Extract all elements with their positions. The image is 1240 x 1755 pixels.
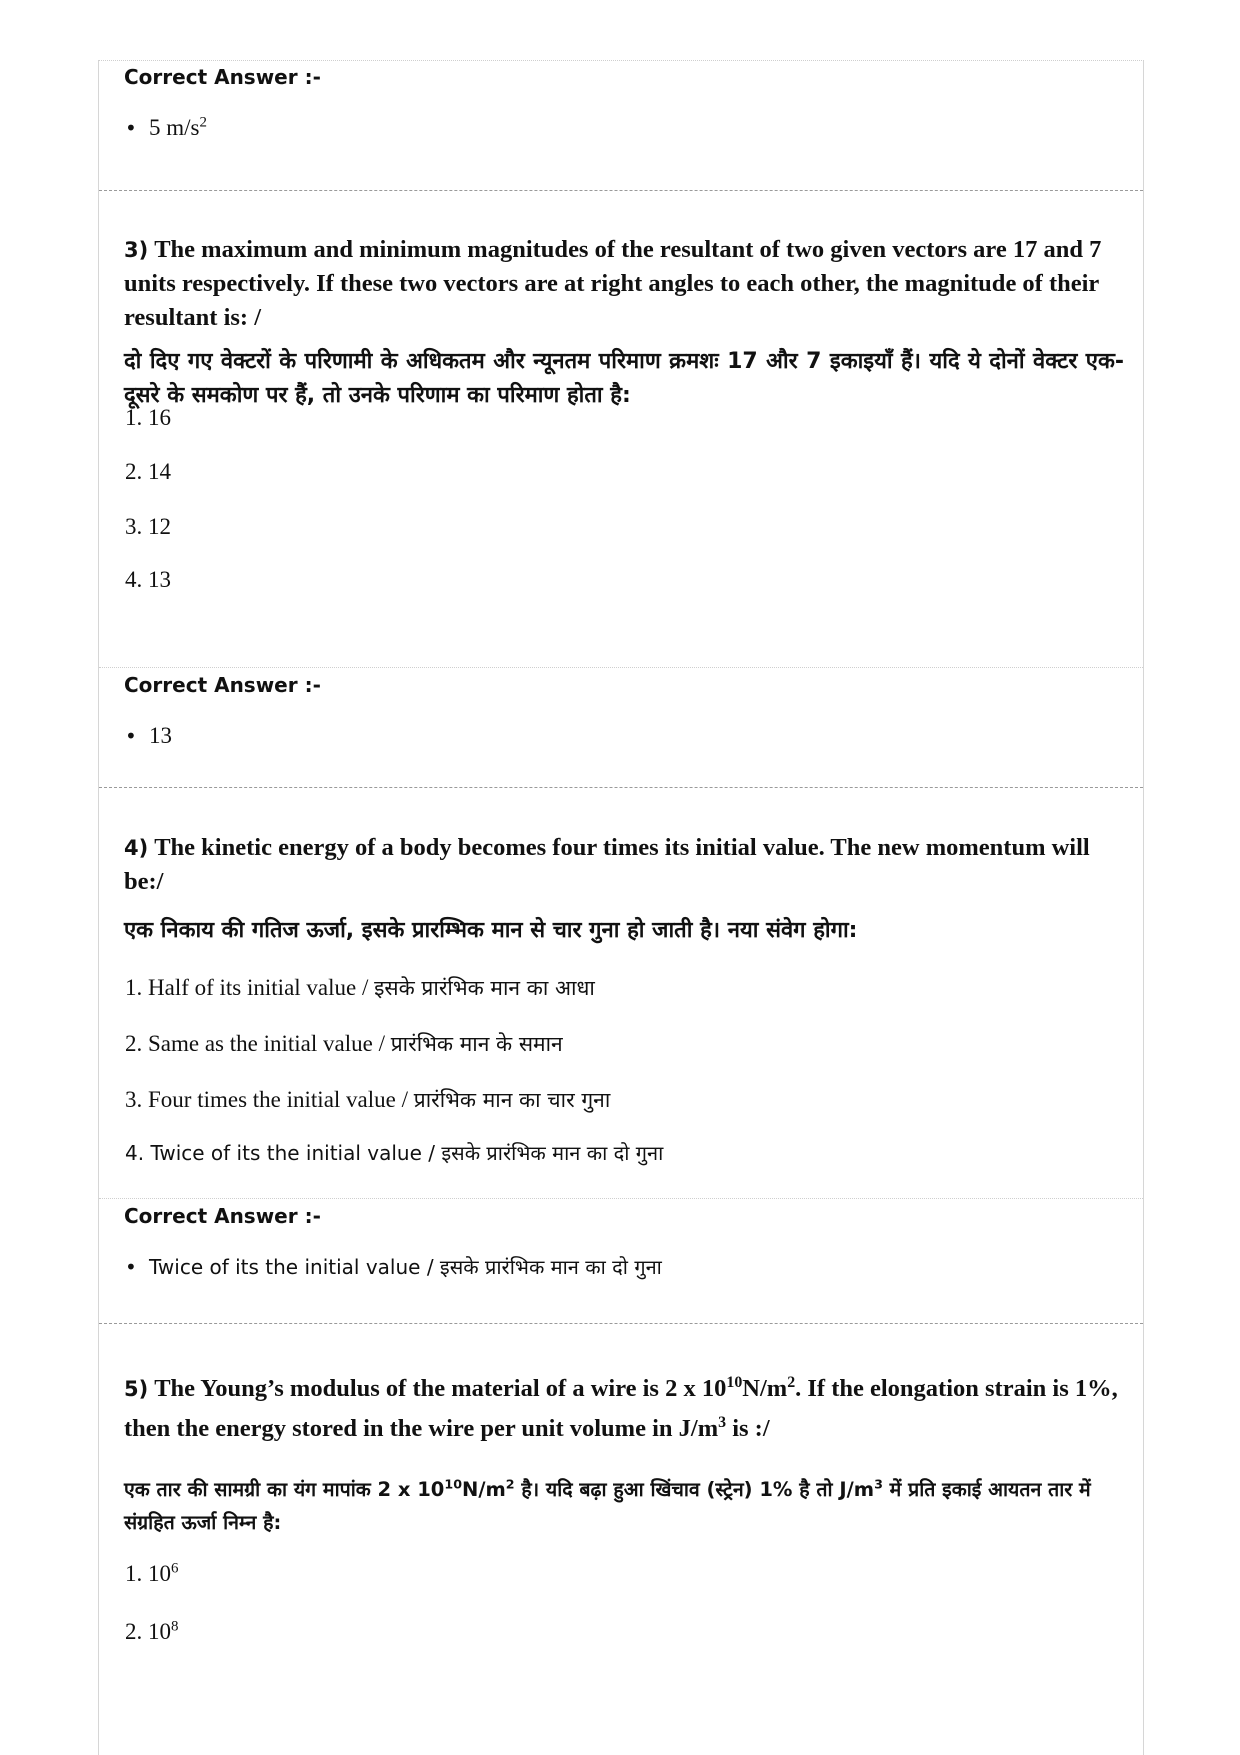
- question-5-text-part: The Young’s modulus of the material of a wire is 2 x 10: [154, 1375, 727, 1402]
- question-3-option-4: 4. 13: [125, 567, 171, 592]
- option-hindi: प्रारंभिक मान का चार गुना: [413, 1088, 611, 1112]
- option-english: 1. Half of its initial value /: [125, 975, 375, 1000]
- option-base: 2. 10: [125, 1619, 171, 1644]
- exponent: 2: [505, 1476, 515, 1492]
- question-5-hindi-part: एक तार की सामग्री का यंग मापांक 2 x 10: [124, 1478, 445, 1501]
- question-5-text-part: N/m: [742, 1375, 788, 1402]
- exponent: 3: [718, 1413, 727, 1431]
- question-3-answer-label: Correct Answer :-: [124, 673, 321, 697]
- option-hindi: प्रारंभिक मान के समान: [390, 1032, 563, 1056]
- question-3-text: The maximum and minimum magnitudes of the resultant of two given vectors are 17 and 7 units respectively. If these two vectors are at right angles to each other, the magnitude of their resultant is: /: [124, 236, 1102, 331]
- answer-divider: [99, 667, 1143, 668]
- question-5-hindi: [124, 1473, 1124, 1539]
- question-4-english: [124, 831, 1124, 899]
- exponent: 6: [171, 1560, 179, 1577]
- question-5-hindi-part: N/m: [462, 1478, 506, 1501]
- correct-answer-label: Correct Answer :-: [124, 65, 321, 89]
- question-3-english: [124, 233, 1124, 335]
- question-3-number: 3): [124, 238, 149, 262]
- question-paper-page: [98, 60, 1144, 1755]
- exponent: 8: [171, 1618, 179, 1635]
- question-3-option-3: 3. 12: [125, 514, 171, 539]
- question-3-answer-value: 13: [149, 723, 172, 748]
- exponent: 2: [787, 1373, 796, 1391]
- bullet-icon: •: [125, 116, 137, 140]
- exponent: 10: [444, 1476, 463, 1492]
- option-english: 2. Same as the initial value /: [125, 1031, 391, 1056]
- exponent: 2: [199, 114, 207, 131]
- question-4-option-2: [125, 1030, 563, 1058]
- question-5-hindi-part: है। यदि बढ़ा हुआ खिंचाव (स्ट्रेन) 1% है तो J/m: [514, 1478, 875, 1501]
- exponent: 3: [874, 1476, 883, 1492]
- question-5-text-part: is :/: [726, 1415, 770, 1442]
- question-4-option-1: [125, 974, 595, 1002]
- correct-answer-item: [125, 115, 207, 141]
- bullet-icon: •: [125, 1255, 137, 1279]
- question-3-hindi: दो दिए गए वेक्टरों के परिणामी के अधिकतम और न्यूनतम परिमाण क्रमशः 17 और 7 इकाइयाँ हैं। यदि ये दोनों वेक्टर एक-दूसरे के समकोण पर हैं, तो उनके परिणाम का परिमाण होता है:: [124, 349, 1124, 408]
- answer-divider: [99, 1198, 1143, 1199]
- question-3-option-2: 2. 14: [125, 459, 171, 484]
- question-3-option-1: 1. 16: [125, 405, 171, 430]
- option-hindi: इसके प्रारंभिक मान का आधा: [374, 976, 595, 1000]
- section-divider: [99, 190, 1143, 191]
- question-3-answer-item: [125, 723, 172, 749]
- question-4-number: 4): [124, 836, 149, 860]
- question-4-answer-label: Correct Answer :-: [124, 1204, 321, 1228]
- question-4-answer-item: [125, 1253, 662, 1280]
- bullet-icon: •: [125, 724, 137, 748]
- question-4-option-4: [125, 1139, 663, 1166]
- option-english: 3. Four times the initial value /: [125, 1087, 414, 1112]
- option-base: 1. 10: [125, 1561, 171, 1586]
- question-4-hindi: एक निकाय की गतिज ऊर्जा, इसके प्रारम्भिक मान से चार गुना हो जाती है। नया संवेग होगा:: [124, 918, 858, 943]
- correct-answer-value: 5 m/s: [149, 115, 200, 140]
- question-5-option-2: [125, 1619, 178, 1645]
- section-divider: [99, 787, 1143, 788]
- question-5-number: 5): [124, 1377, 149, 1401]
- section-divider: [99, 1323, 1143, 1324]
- question-5-option-1: [125, 1561, 178, 1587]
- question-4-option-3: [125, 1086, 610, 1114]
- question-4-answer-value: Twice of its the initial value / इसके प्रारंभिक मान का दो गुना: [149, 1255, 662, 1279]
- question-5-english: [124, 1369, 1124, 1449]
- option-hindi: इसके प्रारंभिक मान का दो गुना: [441, 1141, 664, 1165]
- question-4-text: The kinetic energy of a body becomes four times its initial value. The new momentum will be:/: [124, 834, 1090, 895]
- question-5-text-part: . If the elongation strain is 1%, then the energy stored in the wire per unit volume in J/m: [124, 1375, 1118, 1442]
- exponent: 10: [726, 1373, 743, 1391]
- option-english: 4. Twice of its the initial value /: [125, 1141, 442, 1165]
- question-5-hindi-part: में प्रति इकाई आयतन तार में संग्रहित ऊर्जा निम्न है:: [124, 1478, 1091, 1534]
